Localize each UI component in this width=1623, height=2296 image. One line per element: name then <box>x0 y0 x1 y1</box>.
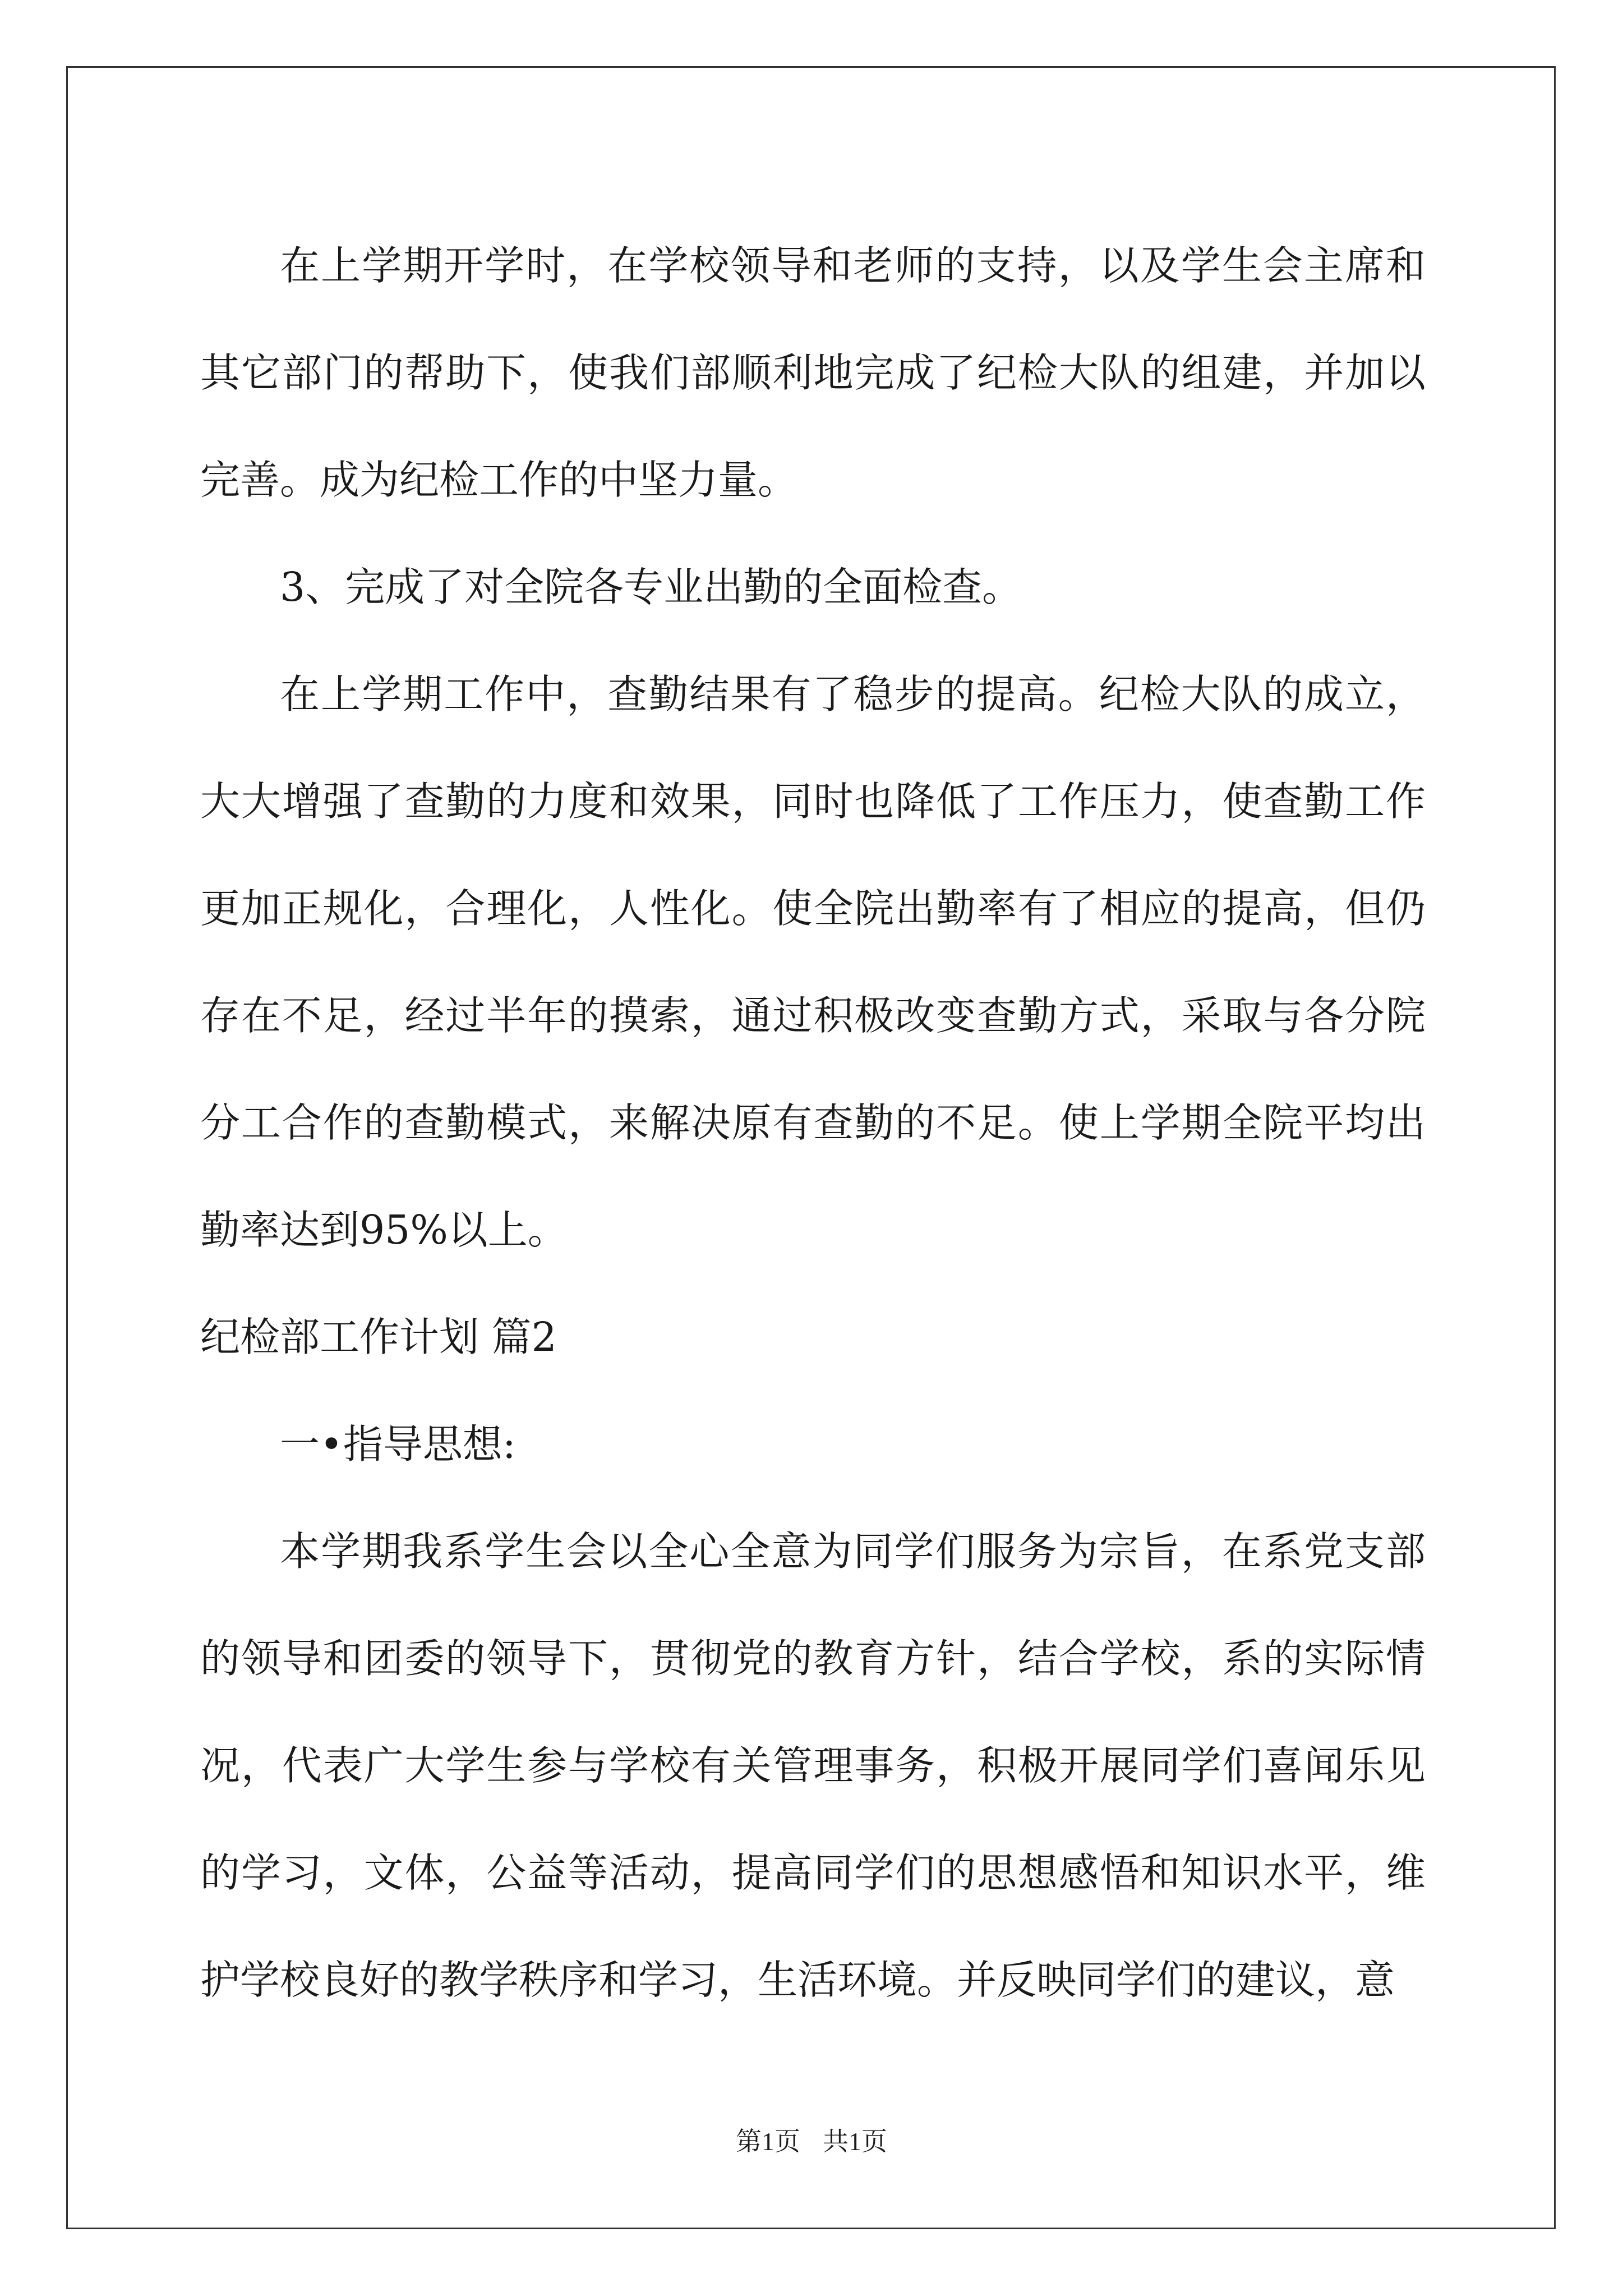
document-body <box>200 212 1426 2033</box>
subheading: 一•指导思想: <box>280 1421 516 1467</box>
paragraph: 在上学期开学时，在学校领导和老师的支持，以及学生会主席和其它部门的帮助下，使我们部顺利地完成了纪检大队的组建，并加以完善。成为纪检工作的中坚力量。 <box>200 242 1426 503</box>
paragraph: 在上学期工作中，查勤结果有了稳步的提高。纪检大队的成立，大大增强了查勤的力度和效果，同时也降低了工作压力，使查勤工作更加正规化，合理化，人性化。使全院出勤率有了相应的提高，但仍存在不足，经过半年的摸索，通过积极改变查勤方式，采取与各分院分工合作的查勤模式，来解决原有查勤的不足。使上学期全院平均出勤率达到95%以上。 <box>200 671 1426 1253</box>
page-number: 第1页 <box>736 2127 800 2156</box>
page-footer <box>0 2125 1623 2159</box>
paragraph: 本学期我系学生会以全心全意为同学们服务为宗旨，在系党支部的领导和团委的领导下，贯彻党的教育方针，结合学校，系的实际情况，代表广大学生参与学校有关管理事务，积极开展同学们喜闻乐见的学习，文体，公益等活动，提高同学们的思想感悟和知识水平，维护学校良好的教学秩序和学习，生活环境。并反映同学们的建议，意 <box>200 1528 1426 2003</box>
page-count: 共1页 <box>823 2127 887 2156</box>
paragraph: 3、完成了对全院各专业出勤的全面检查。 <box>280 564 1022 610</box>
section-heading: 纪检部工作计划 篇2 <box>200 1314 557 1360</box>
